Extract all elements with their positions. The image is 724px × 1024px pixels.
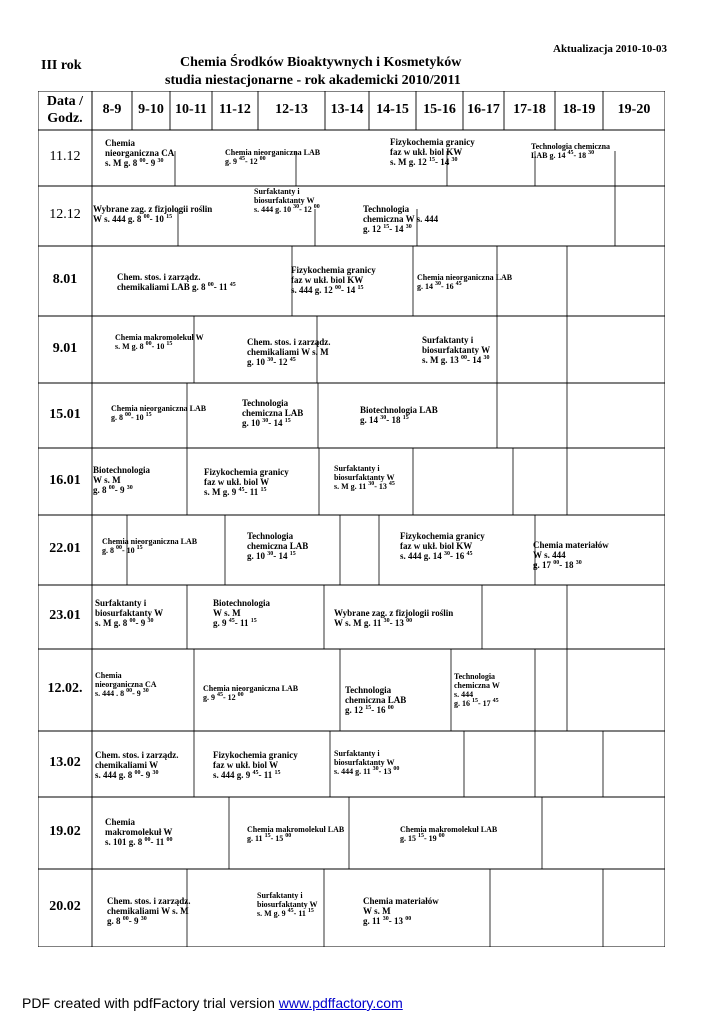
class-entry-line: g. 8 $^{00}$- 9 $^{30}$: [107, 916, 147, 927]
class-entry-line: s. M g. 8 $^{00}$- 9 $^{30}$: [105, 158, 164, 169]
class-entry-line: Chemia makromolekuł LAB: [247, 825, 345, 834]
class-entry: [95, 750, 178, 780]
class-entry: [102, 538, 197, 556]
class-entry-line: g. 12 $^{15}$- 16 $^{00}$: [345, 705, 394, 716]
class-entry-line: chemiczna W s. 444: [363, 214, 439, 225]
class-entry-line: s. M g. 11 $^{30}$- 13 $^{45}$: [334, 480, 395, 491]
footer-link[interactable]: www.pdffactory.com: [278, 995, 403, 1011]
header-hour-14-15: 14-15: [376, 102, 409, 117]
class-entry-line: W s. 444: [533, 550, 566, 561]
class-entry-line: chemikaliami W s. M: [107, 906, 189, 917]
class-entry-line: g. 10 $^{30}$- 14 $^{15}$: [242, 418, 291, 429]
class-entry-line: W s. M: [363, 906, 391, 917]
class-entry: [400, 531, 485, 561]
class-entry-line: s. 444 g. 14 $^{30}$- 16 $^{45}$: [400, 551, 473, 562]
class-entry: [105, 138, 174, 168]
class-entry: [454, 673, 500, 709]
class-entry-line: W s. M g. 11 $^{30}$- 13 $^{00}$: [334, 618, 413, 629]
class-entry: [117, 272, 236, 292]
class-entry-line: Technologia: [247, 531, 294, 541]
class-entry: [225, 149, 320, 167]
class-entry: [345, 685, 406, 715]
class-entry-line: Chemia: [95, 671, 122, 680]
class-entry: [533, 540, 609, 570]
date-cell: 16.01: [49, 472, 81, 488]
class-entry-line: nieorganiczna CA: [105, 148, 175, 159]
class-entry-line: Chemia: [105, 138, 135, 148]
class-entry-line: Surfaktanty i: [334, 464, 380, 473]
class-entry: [422, 335, 490, 365]
class-entry: [203, 685, 298, 703]
class-entry: [363, 204, 438, 234]
class-entry-line: faz w ukł. biol KW: [390, 147, 463, 158]
header-hour-19-20: 19-20: [617, 102, 651, 117]
class-entry-line: faz w ukł. biol KW: [291, 275, 364, 286]
header-hour-8-9: 8-9: [102, 102, 122, 117]
class-entry-line: g. 12 $^{15}$- 14 $^{30}$: [363, 224, 412, 235]
class-entry-line: biosurfaktanty W: [334, 757, 395, 767]
class-entry-line: s. 101 g. 8 $^{00}$- 11 $^{00}$: [105, 837, 173, 848]
class-entry-line: Surfaktanty i: [95, 598, 147, 608]
class-entry-line: s. M g. 9 $^{45}$- 11 $^{15}$: [204, 487, 267, 498]
class-entry: [247, 531, 308, 561]
class-entry: [334, 608, 453, 628]
class-entry-line: Surfaktanty i: [422, 335, 474, 345]
class-entry-line: Chemia nieorganiczna LAB: [102, 537, 198, 546]
header-hour-18-19: 18-19: [562, 102, 596, 117]
class-entry-line: Fizykochemia granicy: [204, 467, 289, 477]
header-hour-11-12: 11-12: [219, 102, 251, 117]
header-hour-13-14: 13-14: [330, 102, 364, 117]
class-entry-line: Fizykochemia granicy: [291, 265, 376, 275]
class-entry: [334, 750, 399, 777]
class-entry-line: s. M g. 9 $^{45}$- 11 $^{15}$: [257, 907, 314, 918]
class-entry-line: Technologia chemiczna: [531, 142, 611, 151]
class-entry-line: Chem. stos. i zarządz.: [247, 337, 331, 347]
year-label: III rok: [41, 58, 82, 73]
class-entry-line: LAB g. 14 $^{45}$- 18 $^{30}$: [531, 149, 595, 160]
class-entry-line: g. 9 $^{45}$- 12 $^{00}$: [225, 155, 266, 166]
class-entry-line: s. M g. 8 $^{00}$- 9 $^{30}$: [95, 618, 154, 629]
class-entry: [334, 465, 395, 492]
class-entry-line: biosurfaktanty W: [422, 345, 491, 356]
class-entry-line: Biotechnologia: [93, 465, 151, 475]
class-entry: [95, 672, 157, 699]
class-entry-line: Chemia nieorganiczna LAB: [203, 684, 299, 693]
class-entry-line: biosurfaktanty W: [95, 608, 164, 619]
class-entry-line: s. M g. 12 $^{15}$- 14 $^{30}$: [390, 157, 458, 168]
class-entry: [95, 598, 163, 628]
date-cell: 22.01: [49, 541, 81, 556]
class-entry-line: Technologia: [363, 204, 410, 214]
class-entry-line: Chemia makromolekuł LAB: [400, 825, 498, 834]
date-cell: 20.02: [49, 899, 81, 914]
class-entry: [107, 896, 190, 926]
class-entry-line: g. 8 $^{00}$- 10 $^{15}$: [111, 411, 152, 422]
class-entry-line: Fizykochemia granicy: [400, 531, 485, 541]
class-entry: [291, 265, 376, 295]
pdf-footer: [22, 995, 403, 1011]
class-entry-line: biosurfaktanty W: [254, 195, 315, 205]
date-cell: 13.02: [49, 755, 81, 770]
class-entry-line: W s. 444 g. 8 $^{00}$- 10 $^{15}$: [93, 214, 173, 225]
class-entry-line: g. 8 $^{00}$- 10 $^{15}$: [102, 544, 143, 555]
class-entry-line: g. 14 $^{30}$- 16 $^{45}$: [417, 280, 462, 291]
class-entry-line: Biotechnologia: [213, 598, 271, 608]
class-entry-line: g. 8 $^{00}$- 9 $^{30}$: [93, 485, 133, 496]
class-entry-line: Chemia materiałów: [533, 540, 609, 550]
class-entry: [213, 750, 298, 780]
class-entry-line: Technologia: [242, 398, 289, 408]
class-entry-line: s. 444: [454, 689, 474, 699]
class-entry: [242, 398, 303, 428]
class-entry-line: Chem. stos. i zarządz.: [95, 750, 179, 760]
class-entry-line: Technologia: [454, 672, 496, 681]
class-entry-line: s. 444 g. 10 $^{30}$- 12 $^{00}$: [254, 203, 320, 214]
class-entry-line: Chemia makromolekuł W: [115, 333, 204, 342]
class-entry-line: g. 16 $^{15}$- 17 $^{45}$: [454, 697, 499, 708]
header-hour-12-13: 12-13: [275, 102, 308, 117]
class-entry-line: Biotechnologia LAB: [360, 405, 438, 415]
class-entry: [531, 143, 610, 161]
page-title: Chemia Środków Bioaktywnych i Kosmetyków: [180, 55, 462, 70]
class-entry-line: faz w ukł. biol KW: [400, 541, 473, 552]
class-entry: [93, 465, 150, 495]
class-entry: [247, 826, 344, 844]
class-entry-line: s. 444 g. 9 $^{45}$- 11 $^{15}$: [213, 770, 281, 781]
class-entry-line: g. 14 $^{30}$- 18 $^{15}$: [360, 415, 409, 426]
class-entry-line: g. 10 $^{30}$- 14 $^{15}$: [247, 551, 296, 562]
class-entry-line: s. 444 g. 12 $^{00}$- 14 $^{15}$: [291, 285, 364, 296]
class-entry-line: s. 444 g. 11 $^{30}$- 13 $^{00}$: [334, 765, 400, 776]
class-entry: [417, 274, 512, 292]
class-entry-line: Technologia: [345, 685, 392, 695]
class-entry-line: s. 444 g. 8 $^{00}$- 9 $^{30}$: [95, 770, 159, 781]
class-entry-line: Surfaktanty i: [257, 891, 303, 900]
class-entry: [115, 334, 204, 352]
header-date-label: Data / Godz.: [46, 94, 84, 126]
header-hour-10-11: 10-11: [175, 102, 207, 117]
date-cell: 11.12: [49, 149, 81, 164]
class-entry: [360, 405, 438, 425]
class-entry-line: g. 17 $^{00}$- 18 $^{30}$: [533, 560, 582, 571]
class-entry-line: Chemia materiałów: [363, 896, 439, 906]
date-cell: 9.01: [52, 340, 78, 356]
class-entry-line: chemiczna LAB: [247, 541, 309, 552]
class-entry-line: Fizykochemia granicy: [213, 750, 298, 760]
class-entry-line: chemiczna LAB: [345, 695, 407, 706]
class-entry-line: Chemia nieorganiczna LAB: [417, 273, 513, 282]
class-entry-line: s. 444 . 8 $^{00}$- 9 $^{30}$: [95, 687, 149, 698]
class-entry-line: chemikaliami LAB g. 8 $^{00}$- 11 $^{45}$: [117, 282, 236, 293]
class-entry: [204, 467, 289, 497]
class-entry-line: Wybrane zag. z fizjologii roślin: [93, 204, 213, 214]
schedule-table: [38, 91, 665, 947]
class-entry-line: s. M g. 8 $^{00}$- 10 $^{15}$: [115, 340, 173, 351]
class-entry: [363, 896, 439, 926]
class-entry-line: g. 9 $^{45}$- 12 $^{00}$: [203, 691, 244, 702]
footer-text: PDF created with pdfFactory trial version: [22, 995, 279, 1011]
class-entry-line: chemikaliami W s. M: [247, 347, 329, 358]
class-entry-line: chemiczna W: [454, 680, 500, 690]
class-entry-line: makromolekuł W: [105, 827, 173, 838]
class-entry-line: g. 9 $^{45}$- 11 $^{15}$: [213, 618, 257, 629]
class-entry-line: s. M g. 13 $^{00}$- 14 $^{30}$: [422, 355, 490, 366]
class-entry-line: g. 11 $^{30}$- 13 $^{00}$: [363, 916, 412, 927]
class-entry: [257, 892, 318, 919]
update-date: Aktualizacja 2010-10-03: [553, 43, 667, 55]
class-entry: [105, 817, 173, 847]
class-entry-line: Surfaktanty i: [334, 749, 380, 758]
class-entry-line: W s. M: [93, 475, 121, 486]
class-entry-line: nieorganiczna CA: [95, 679, 157, 689]
class-entry: [247, 337, 330, 367]
class-entry-line: faz w ukł. biol W: [213, 760, 279, 771]
header-hour-16-17: 16-17: [467, 102, 500, 117]
class-entry-line: g. 11 $^{15}$- 15 $^{00}$: [247, 832, 292, 843]
class-entry-line: Surfaktanty i: [254, 187, 300, 196]
date-cell: 8.01: [52, 272, 78, 287]
class-entry-line: Chem. stos. i zarządz.: [107, 896, 191, 906]
class-entry-line: Wybrane zag. z fizjologii roślin: [334, 608, 454, 618]
class-entry-line: g. 10 $^{30}$- 12 $^{45}$: [247, 357, 296, 368]
class-entry-line: Chem. stos. i zarządz.: [117, 272, 201, 282]
date-cell: 23.01: [49, 608, 81, 623]
class-entry: [390, 137, 475, 167]
class-entry: [111, 405, 206, 423]
date-cell: 12.02.: [47, 681, 83, 696]
class-entry-line: biosurfaktanty W: [334, 472, 395, 482]
header-hour-9-10: 9-10: [138, 102, 164, 117]
header-hour-15-16: 15-16: [423, 102, 456, 117]
class-entry-line: W s. M: [213, 608, 241, 619]
class-entry: [400, 826, 497, 844]
class-entry-line: Chemia nieorganiczna LAB: [225, 148, 321, 157]
class-entry-line: chemikaliami W: [95, 760, 159, 771]
class-entry-line: biosurfaktanty W: [257, 899, 318, 909]
class-entry-line: chemiczna LAB: [242, 408, 304, 419]
class-entry: [213, 598, 270, 628]
date-cell: 15.01: [49, 406, 81, 422]
header-hour-17-18: 17-18: [513, 102, 546, 117]
class-entry: [93, 204, 212, 224]
class-entry-line: Fizykochemia granicy: [390, 137, 475, 147]
class-entry-line: Chemia: [105, 817, 135, 827]
date-cell: 12.12: [49, 207, 81, 222]
class-entry-line: faz w ukł. biol W: [204, 477, 270, 488]
class-entry-line: Chemia nieorganiczna LAB: [111, 404, 207, 413]
class-entry: [254, 188, 320, 215]
class-entry-line: g. 15 $^{15}$- 19 $^{00}$: [400, 832, 445, 843]
page-subtitle: studia niestacjonarne - rok akademicki 2010/2011: [165, 73, 461, 88]
date-cell: 19.02: [49, 824, 81, 839]
